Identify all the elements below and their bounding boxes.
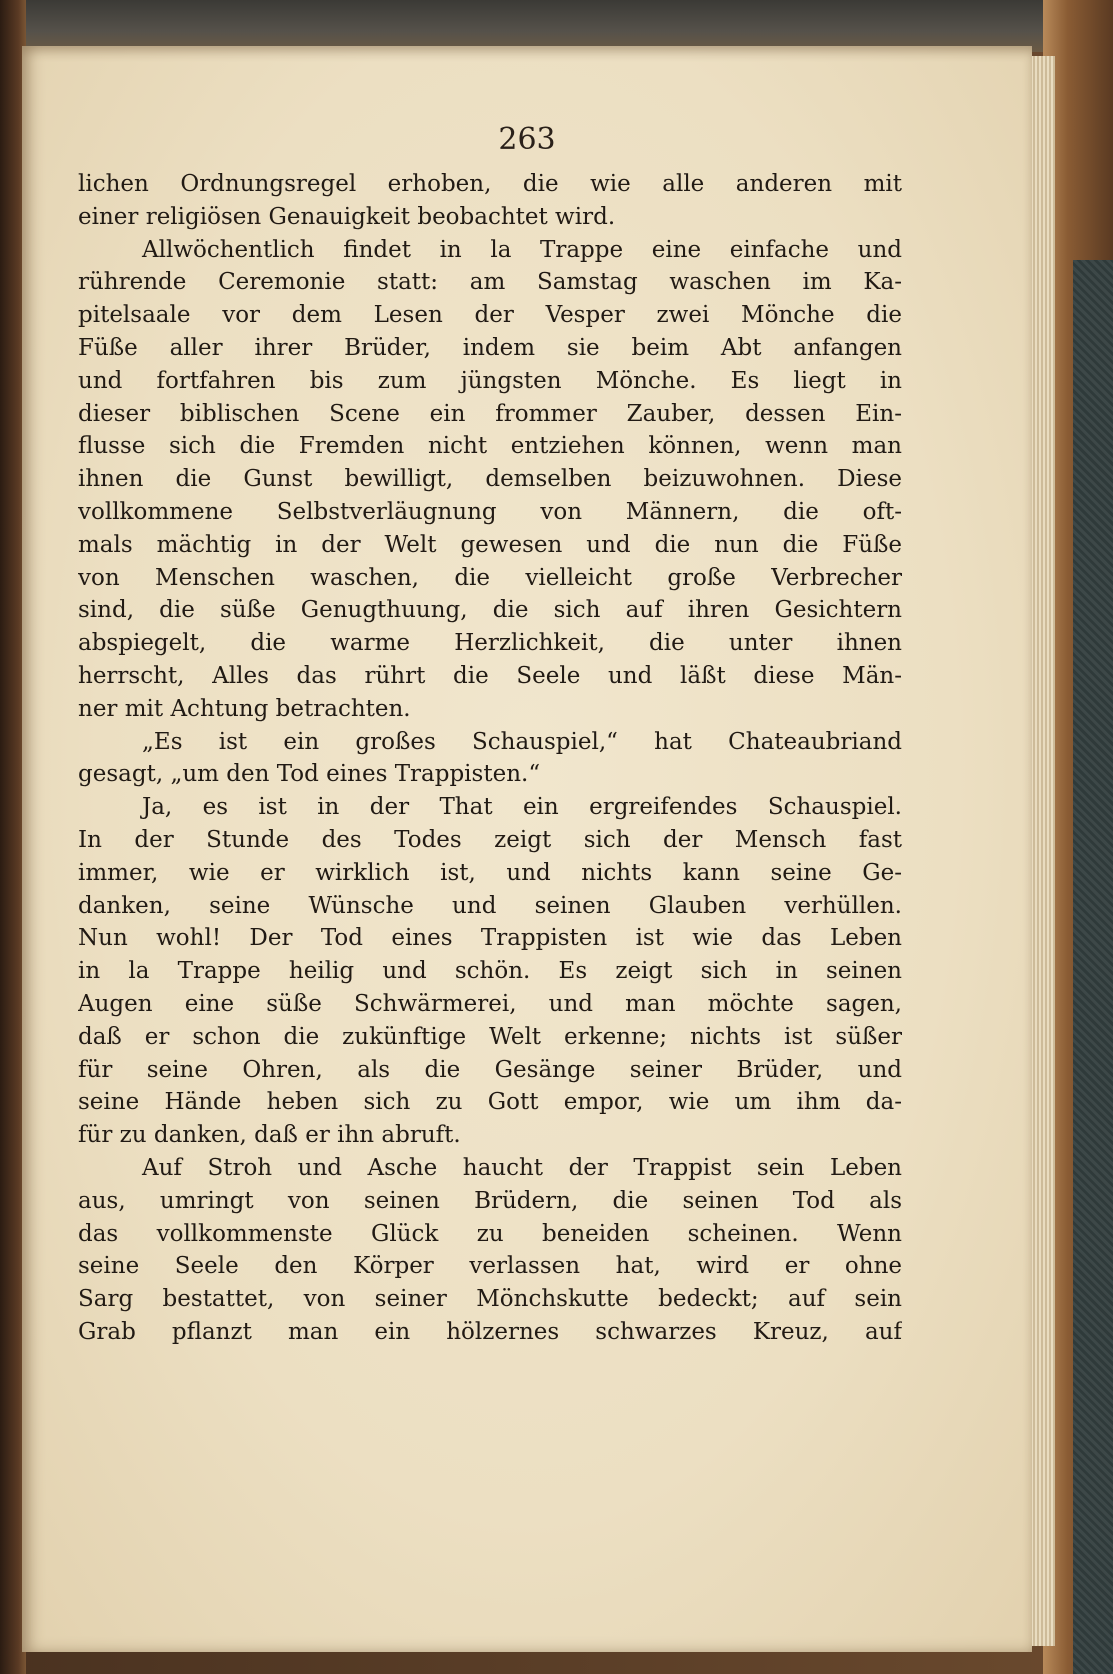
text-line: rührende Ceremonie statt: am Samstag waschen im Ka- [78,269,902,296]
body-text [78,168,902,1349]
text-line: das vollkommenste Glück zu beneiden scheinen. Wenn [78,1220,902,1247]
text-line: einer religiösen Genauigkeit beobachtet wird. [78,203,616,230]
text-line: von Menschen waschen, die vielleicht große Verbrecher [78,564,902,591]
text-line: danken, seine Wünsche und seinen Glauben verhüllen. [78,892,902,919]
text-line: seine Hände heben sich zu Gott empor, wie um ihm da- [78,1089,902,1116]
text-line: ihnen die Gunst bewilligt, demselben beizuwohnen. Diese [78,466,902,493]
text-line: immer, wie er wirklich ist, und nichts kann seine Ge- [78,859,902,886]
text-line: Augen eine süße Schwärmerei, und man möchte sagen, [78,990,902,1017]
text-line: für zu danken, daß er ihn abruft. [78,1122,461,1149]
text-line: in la Trappe heilig und schön. Es zeigt sich in seinen [78,958,902,985]
text-line: Grab pflanzt man ein hölzernes schwarzes Kreuz, auf [78,1318,902,1345]
book-cover-top [0,0,1113,52]
text-line: dieser biblischen Scene ein frommer Zauber, dessen Ein- [78,400,902,427]
text-line: Ja, es ist in der That ein ergreifendes Schauspiel. [142,794,902,821]
text-line: aus, umringt von seinen Brüdern, die seinen Tod als [78,1187,902,1214]
text-line: flusse sich die Fremden nicht entziehen können, wenn man [78,433,902,460]
text-line: seine Seele den Körper verlassen hat, wird er ohne [78,1253,902,1280]
cover-cloth [1073,260,1113,1674]
text-line: Sarg bestattet, von seiner Mönchskutte bedeckt; auf sein [78,1286,902,1313]
page-number: 263 [498,122,556,157]
text-line: lichen Ordnungsregel erhoben, die wie alle anderen mit [78,171,902,197]
text-line: abspiegelt, die warme Herzlichkeit, die unter ihnen [78,630,902,657]
text-line: pitelsaale vor dem Lesen der Vesper zwei Mönche die [78,302,902,329]
text-line: für seine Ohren, als die Gesänge seiner Brüder, und [78,1056,902,1083]
text-line: In der Stunde des Todes zeigt sich der Mensch fast [78,826,902,853]
text-line: daß er schon die zukünftige Welt erkenne; nichts ist süßer [78,1023,902,1050]
text-line: herrscht, Alles das rührt die Seele und läßt diese Män- [78,662,902,689]
text-line: Auf Stroh und Asche haucht der Trappist sein Leben [142,1154,902,1181]
text-line: mals mächtig in der Welt gewesen und die nun die Füße [78,531,902,558]
book-page [22,46,1032,1652]
text-line: Nun wohl! Der Tod eines Trappisten ist wie das Leben [78,925,902,952]
text-line: vollkommene Selbstverläugnung von Männern, die oft- [78,498,902,525]
text-line: und fortfahren bis zum jüngsten Mönche. Es liegt in [78,367,902,394]
text-line: ner mit Achtung betrachten. [78,695,411,722]
text-line: gesagt, „um den Tod eines Trappisten.“ [78,761,541,788]
text-line: „Es ist ein großes Schauspiel,“ hat Chateaubriand [142,728,902,755]
text-line: Füße aller ihrer Brüder, indem sie beim Abt anfangen [78,334,902,361]
text-line: sind, die süße Genugthuung, die sich auf ihren Gesichtern [78,597,902,624]
text-line: Allwöchentlich findet in la Trappe eine einfache und [142,236,902,263]
